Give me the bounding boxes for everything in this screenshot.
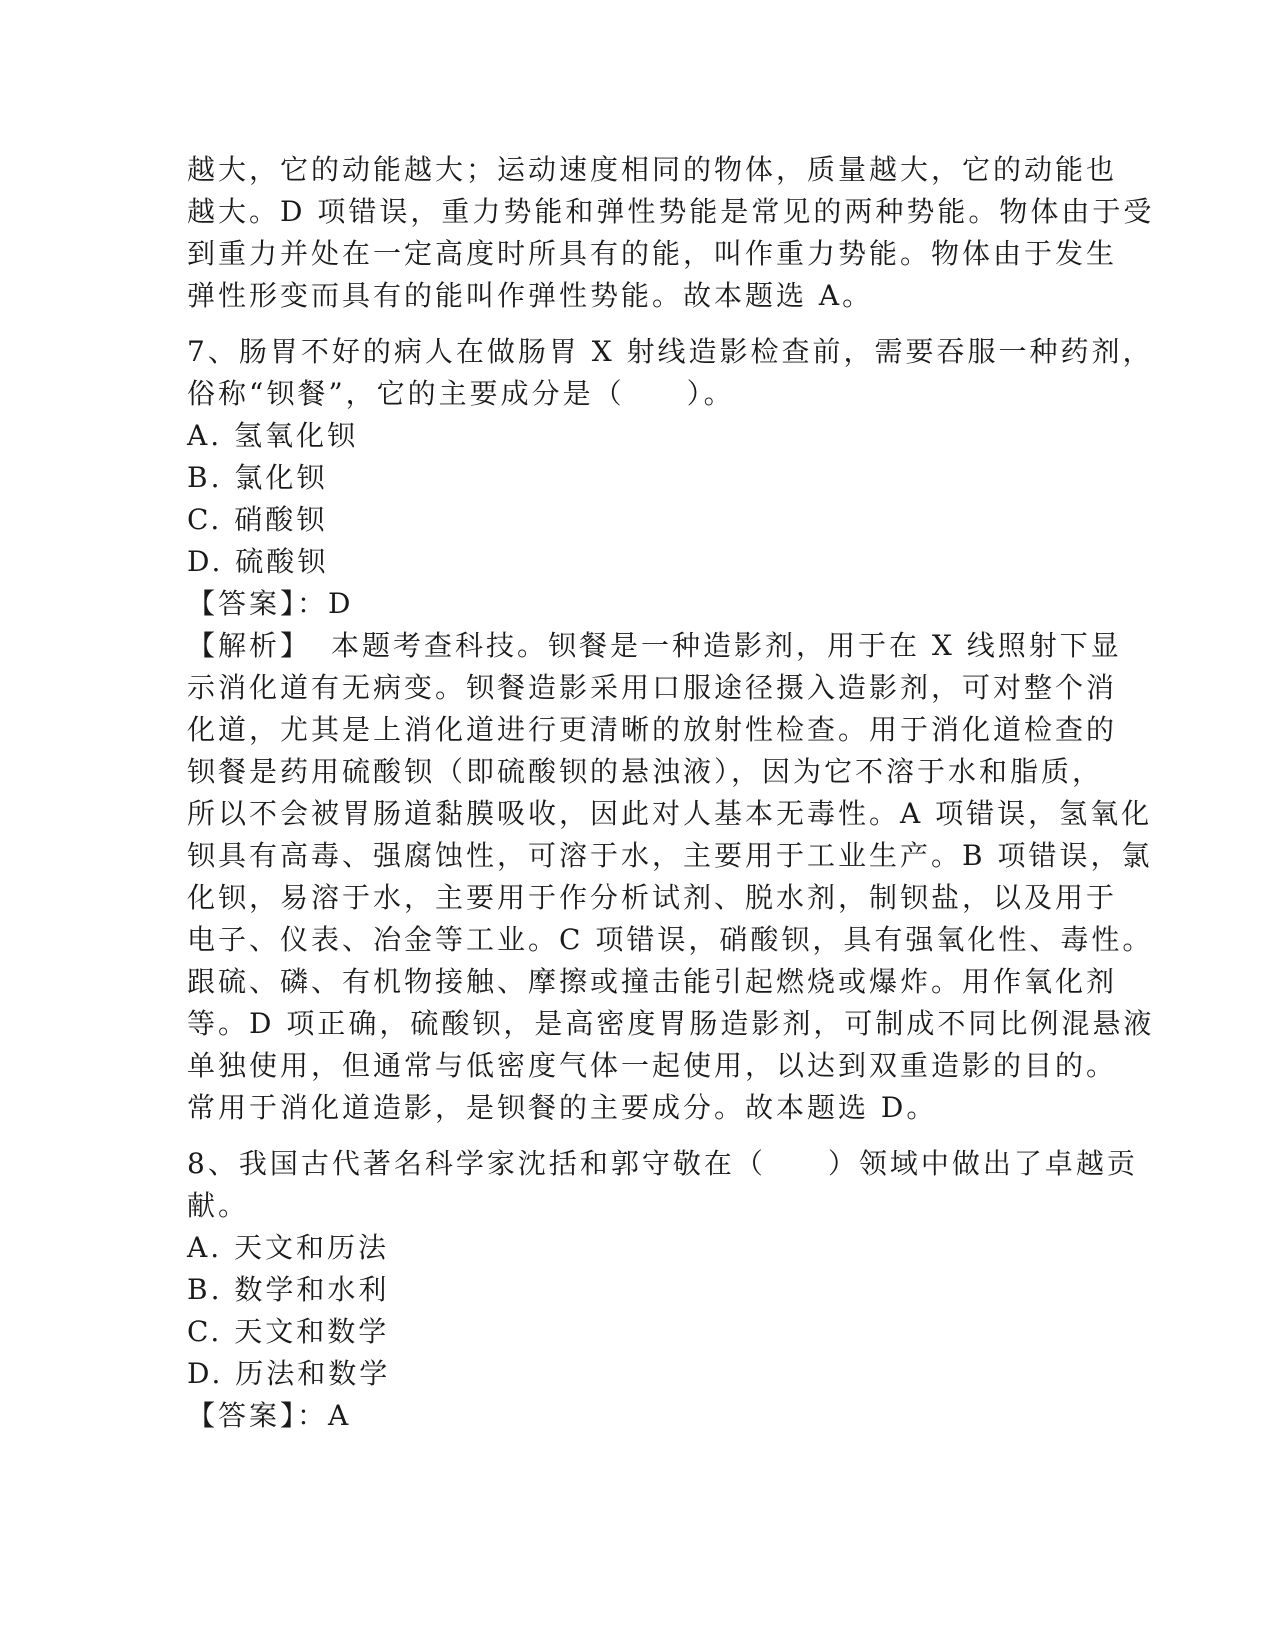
text-line: 电子、仪表、冶金等工业。C 项错误，硝酸钡，具有强氧化性、毒性。 — [187, 923, 1154, 956]
option-a: A. 氢氧化钡 — [187, 419, 359, 452]
text-line: 跟硫、磷、有机物接触、摩擦或撞击能引起燃烧或爆炸。用作氧化剂 — [187, 965, 1118, 998]
analysis — [187, 625, 1155, 1129]
question-title — [187, 1143, 1138, 1227]
text-line: 献。 — [187, 1189, 250, 1222]
text-line: 单独使用，但通常与低密度气体一起使用，以达到双重造影的目的。 — [187, 1049, 1118, 1082]
text-line: 越大，它的动能越大；运动速度相同的物体，质量越大，它的动能也 — [187, 153, 1118, 186]
text-line: 钡具有高毒、强腐蚀性，可溶于水，主要用于工业生产。B 项错误，氯 — [187, 839, 1153, 872]
answer-line: 【答案】：A — [187, 1399, 352, 1432]
question-title — [187, 331, 1154, 415]
text-line: 等。D 项正确，硫酸钡，是高密度胃肠造影剂，可制成不同比例混悬液 — [187, 1007, 1155, 1040]
answer-line: 【答案】：D — [187, 587, 354, 620]
text-line: 示消化道有无病变。钡餐造影采用口服途径摄入造影剂，可对整个消 — [187, 671, 1118, 704]
text-line: 到重力并处在一定高度时所具有的能，叫作重力势能。物体由于发生 — [187, 237, 1118, 270]
previous-explanation — [187, 149, 1155, 317]
text-line: 8、我国古代著名科学家沈括和郭守敬在（ ）领域中做出了卓越贡 — [187, 1147, 1138, 1180]
analysis-tag: 【解析】 — [187, 629, 312, 662]
text-line: 化道，尤其是上消化道进行更清晰的放射性检查。用于消化道检查的 — [187, 713, 1118, 746]
text-line: 弹性形变而具有的能叫作弹性势能。故本题选 A。 — [187, 279, 874, 312]
text-line: 越大。D 项错误，重力势能和弹性势能是常见的两种势能。物体由于受 — [187, 195, 1155, 228]
text-line: 常用于消化道造影，是钡餐的主要成分。故本题选 D。 — [187, 1091, 938, 1124]
text-line: 7、肠胃不好的病人在做肠胃 X 射线造影检查前，需要吞服一种药剂， — [187, 335, 1154, 368]
option-d: D. 历法和数学 — [187, 1357, 391, 1390]
option-c: C. 天文和数学 — [187, 1315, 390, 1348]
option-b: B. 数学和水利 — [187, 1273, 390, 1306]
question-8 — [187, 1143, 1138, 1437]
text-line: 所以不会被胃肠道黏膜吸收，因此对人基本无毒性。A 项错误，氢氧化 — [187, 797, 1153, 830]
option-a: A. 天文和历法 — [187, 1231, 390, 1264]
page-content — [187, 149, 1155, 1437]
text-line: 钡餐是药用硫酸钡（即硫酸钡的悬浊液），因为它不溶于水和脂质， — [187, 755, 1104, 788]
option-d: D. 硫酸钡 — [187, 545, 329, 578]
analysis-text: 本题考查科技。钡餐是一种造影剂，用于在 X 线照射下显 — [331, 629, 1122, 662]
text-line: 化钡，易溶于水，主要用于作分析试剂、脱水剂，制钡盐，以及用于 — [187, 881, 1118, 914]
question-7 — [187, 331, 1155, 1129]
option-c: C. 硝酸钡 — [187, 503, 328, 536]
analysis-first-line — [187, 625, 1122, 667]
option-b: B. 氯化钡 — [187, 461, 328, 494]
text-line: 俗称“钡餐”，它的主要成分是（ ）。 — [187, 377, 735, 410]
